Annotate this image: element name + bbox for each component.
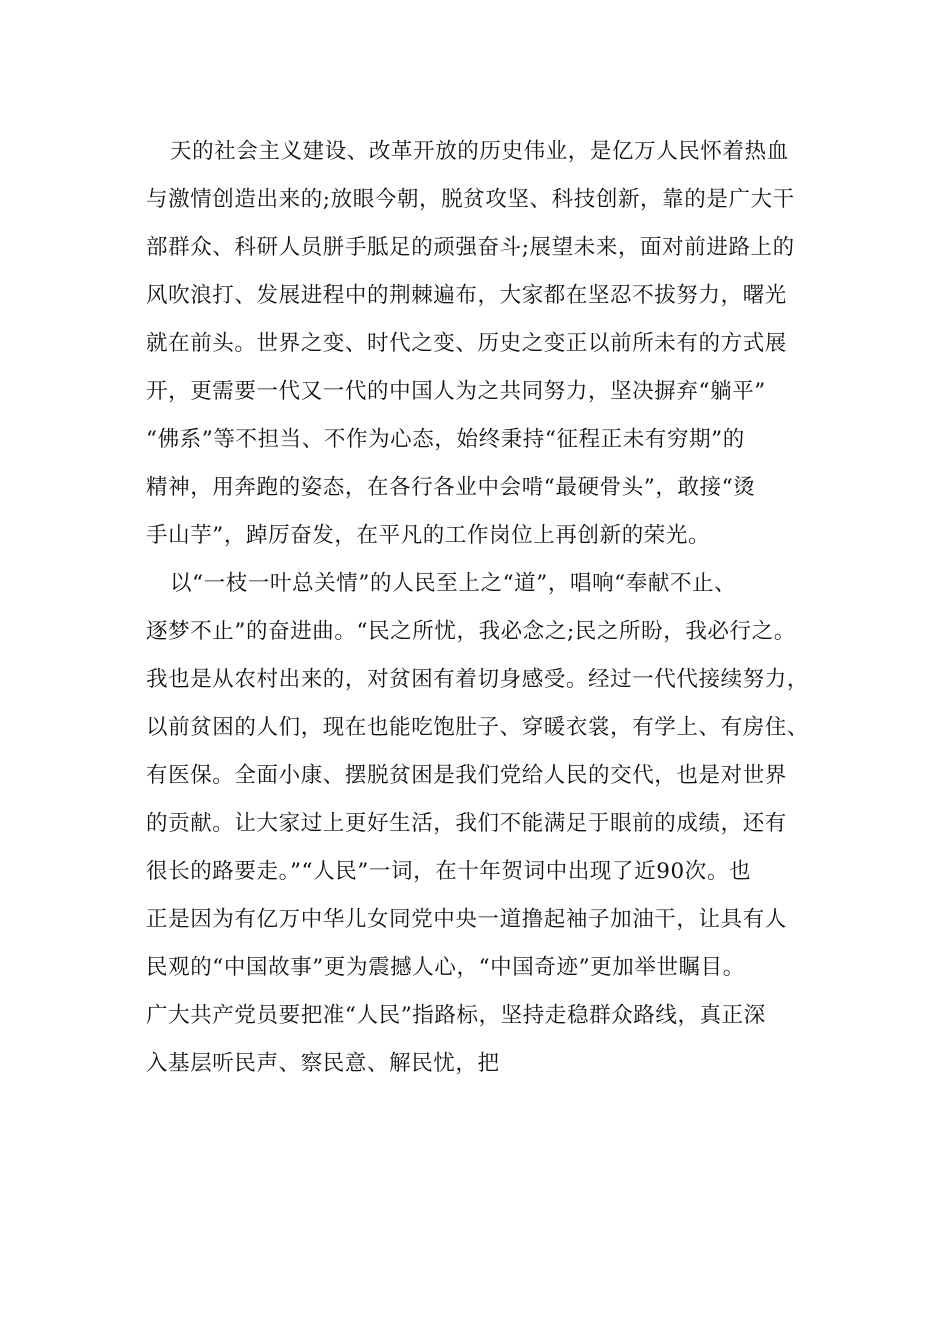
paragraph-2-line-4: 以前贫困的人们，现在也能吃饱肚子、穿暖衣裳，有学上、有房住、 [146, 715, 810, 740]
paragraph-1-line-7: “佛系”等不担当、不作为心态，始终秉持“征程正未有穷期”的 [146, 427, 745, 452]
paragraph-1-line-3: 部群众、科研人员胼手胝足的顽强奋斗;展望未来，面对前进路上的 [146, 235, 795, 260]
paragraph-1-line-2: 与激情创造出来的;放眼今朝，脱贫攻坚、科技创新，靠的是广大干 [146, 187, 795, 212]
paragraph-2-line-8: 正是因为有亿万中华儿女同党中央一道撸起袖子加油干，让具有人 [146, 907, 787, 932]
paragraph-1-line-9: 手山芋”，踔厉奋发，在平凡的工作岗位上再创新的荣光。 [146, 523, 711, 548]
paragraph-2-line-9: 民观的“中国故事”更为震撼人心，“中国奇迹”更加举世瞩目。 [146, 955, 745, 980]
paragraph-2-line-11: 入基层听民声、察民意、解民忧，把 [146, 1051, 500, 1076]
paragraph-1-line-8: 精神，用奔跑的姿态，在各行各业中会啃“最硬骨头”，敢接“烫 [146, 475, 756, 500]
paragraph-1-line-5: 就在前头。世界之变、时代之变、历史之变正以前所未有的方式展 [146, 331, 787, 356]
paragraph-2-line-10: 广大共产党员要把准“人民”指路标，坚持走稳群众路线，真正深 [146, 1003, 766, 1028]
paragraph-2-line-5: 有医保。全面小康、摆脱贫困是我们党给人民的交代，也是对世界 [146, 763, 787, 788]
paragraph-1-line-1: 天的社会主义建设、改革开放的历史伟业，是亿万人民怀着热血 [170, 139, 789, 164]
paragraph-2-line-3: 我也是从农村出来的，对贫困有着切身感受。经过一代代接续努力， [146, 667, 810, 692]
paragraph-2-line-7: 很长的路要走。”“人民”一词，在十年贺词中出现了近90次。也 [146, 859, 752, 884]
paragraph-2-line-1: 以“一枝一叶总关情”的人民至上之“道”，唱响“奉献不止、 [170, 571, 737, 596]
paragraph-1-line-4: 风吹浪打、发展进程中的荆棘遍布，大家都在坚忍不拔努力，曙光 [146, 283, 787, 308]
paragraph-2-line-6: 的贡献。让大家过上更好生活，我们不能满足于眼前的成绩，还有 [146, 811, 787, 836]
paragraph-1-line-6: 开，更需要一代又一代的中国人为之共同努力，坚决摒弃“躺平” [146, 379, 766, 404]
paragraph-2-line-2: 逐梦不止”的奋进曲。“民之所忧，我必念之;民之所盼，我必行之。 [146, 619, 796, 644]
